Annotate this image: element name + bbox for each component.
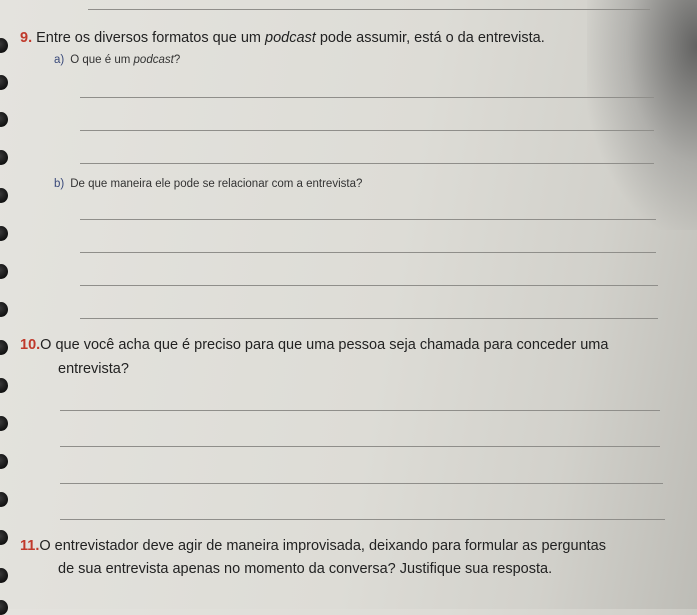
binding-hole <box>0 112 8 127</box>
answer-line[interactable] <box>60 446 660 447</box>
question-10: 10.O que você acha que é preciso para que uma pessoa seja chamada para conceder uma <box>20 337 609 353</box>
binding-hole <box>0 264 8 279</box>
binding-hole <box>0 75 8 90</box>
binding-hole <box>0 492 8 507</box>
binding-hole <box>0 568 8 583</box>
binding-hole <box>0 226 8 241</box>
item-letter: a) <box>54 54 65 66</box>
question-number: 11. <box>20 538 40 554</box>
answer-line[interactable] <box>80 252 656 253</box>
answer-line[interactable] <box>80 163 654 164</box>
answer-line[interactable] <box>60 483 663 484</box>
binding-hole <box>0 38 8 53</box>
question-9a: a) O que é um podcast? <box>54 54 181 66</box>
answer-line[interactable] <box>80 130 654 131</box>
answer-line[interactable] <box>60 410 660 411</box>
question-9b: b) De que maneira ele pode se relacionar com a entrevista? <box>54 178 363 190</box>
answer-line[interactable] <box>88 9 650 10</box>
binding-hole <box>0 600 8 615</box>
question-10-line2: entrevista? <box>58 361 129 377</box>
binding-hole <box>0 378 8 393</box>
binding-hole <box>0 454 8 469</box>
binding-hole <box>0 302 8 317</box>
answer-line[interactable] <box>80 318 658 319</box>
page-shadow <box>587 0 697 230</box>
answer-line[interactable] <box>80 97 654 98</box>
question-number: 9. <box>20 30 33 46</box>
binding-hole <box>0 530 8 545</box>
binding-hole <box>0 188 8 203</box>
answer-line[interactable] <box>80 285 658 286</box>
question-11-line2: de sua entrevista apenas no momento da conversa? Justifique sua resposta. <box>58 561 553 577</box>
spiral-binding <box>0 0 16 609</box>
binding-hole <box>0 340 8 355</box>
answer-line[interactable] <box>60 519 665 520</box>
binding-hole <box>0 416 8 431</box>
question-number: 10. <box>20 337 41 353</box>
binding-hole <box>0 150 8 165</box>
question-9: 9. Entre os diversos formatos que um podcast pode assumir, está o da entrevista. <box>20 30 545 46</box>
answer-line[interactable] <box>80 219 656 220</box>
question-11: 11.O entrevistador deve agir de maneira improvisada, deixando para formular as perguntas <box>20 538 606 554</box>
item-letter: b) <box>54 178 65 190</box>
